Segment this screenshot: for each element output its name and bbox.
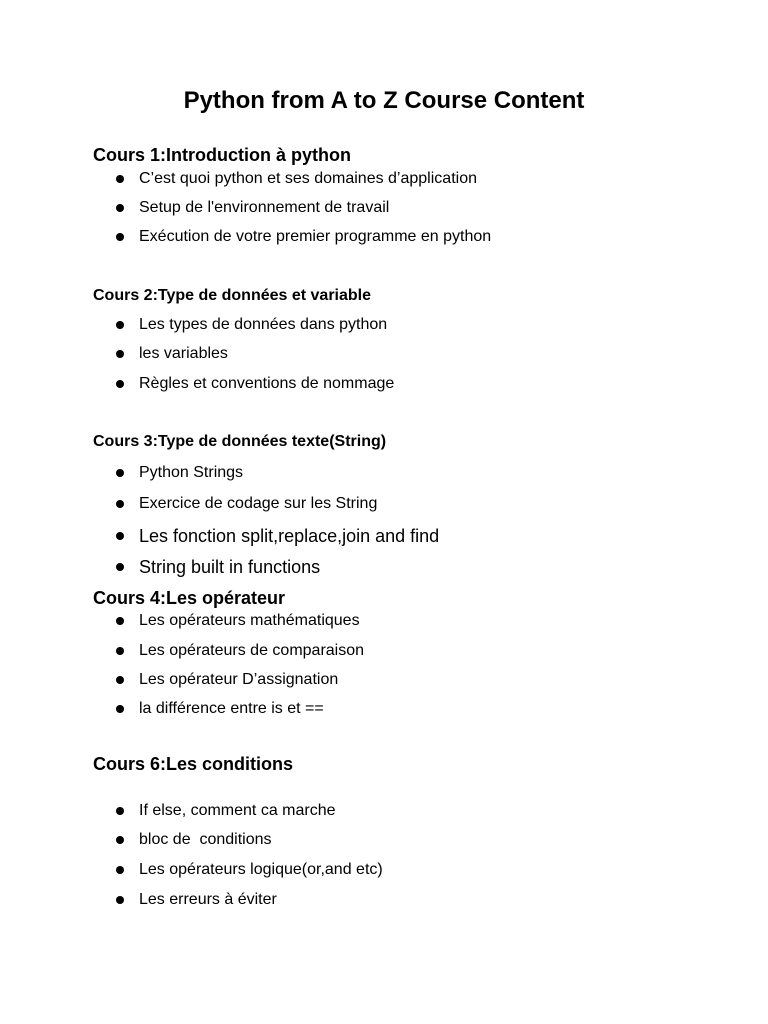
list-item-text: Exécution de votre premier programme en python: [139, 228, 492, 245]
list-item-text: bloc de conditions: [139, 831, 272, 848]
list-item-text: Les opérateurs de comparaison: [139, 642, 365, 659]
bullet-icon: [116, 380, 124, 388]
bullet-icon: [116, 896, 124, 904]
list-item-text: Python Strings: [139, 464, 244, 481]
list-item: [0, 526, 768, 548]
bullet-icon: [116, 563, 124, 571]
bullet-icon: [116, 807, 124, 815]
list-item: [0, 801, 768, 823]
list-item-text: Les erreurs à éviter: [139, 891, 277, 908]
bullet-icon: [116, 175, 124, 183]
list-item-text: Les opérateur D’assignation: [139, 671, 339, 688]
list-item: [0, 374, 768, 396]
list-item-text: la différence entre is et ==: [139, 700, 324, 717]
list-item-text: Les fonction split,replace,join and find: [139, 526, 440, 546]
document-title: Python from A to Z Course Content: [183, 87, 585, 114]
list-item-text: Les opérateurs mathématiques: [139, 612, 360, 629]
bullet-icon: [116, 204, 124, 212]
bullet-icon: [116, 836, 124, 844]
section-heading-cours-2: Cours 2:Type de données et variable: [93, 287, 372, 304]
list-item-text: Les types de données dans python: [139, 316, 388, 333]
bullet-icon: [116, 532, 124, 540]
section-heading-cours-4: Cours 4:Les opérateur: [93, 588, 286, 608]
list-item-text: Les opérateurs logique(or,and etc): [139, 861, 383, 878]
list-item-text: Règles et conventions de nommage: [139, 375, 395, 392]
list-item-text: String built in functions: [139, 557, 321, 577]
bullet-icon: [116, 233, 124, 241]
list-item: [0, 860, 768, 882]
list-item: [0, 227, 768, 249]
list-item: [0, 670, 768, 692]
section-heading-cours-1: Cours 1:Introduction à python: [93, 145, 351, 165]
list-item: [0, 463, 768, 485]
bullet-icon: [116, 705, 124, 713]
list-item-text: If else, comment ca marche: [139, 802, 336, 819]
list-item-text: les variables: [139, 345, 228, 362]
list-item: [0, 169, 768, 191]
section-heading-cours-3: Cours 3:Type de données texte(String): [93, 433, 387, 450]
list-item-text: Exercice de codage sur les String: [139, 495, 378, 512]
bullet-icon: [116, 500, 124, 508]
list-item: [0, 830, 768, 852]
list-item: [0, 344, 768, 366]
list-item: [0, 890, 768, 912]
bullet-icon: [116, 647, 124, 655]
bullet-icon: [116, 676, 124, 684]
list-item-text: Setup de l'environnement de travail: [139, 199, 390, 216]
bullet-icon: [116, 321, 124, 329]
list-item: [0, 641, 768, 663]
section-heading-cours-6: Cours 6:Les conditions: [93, 754, 294, 774]
list-item: [0, 557, 768, 579]
list-item-text: C’est quoi python et ses domaines d’application: [139, 170, 477, 187]
list-item: [0, 315, 768, 337]
bullet-icon: [116, 350, 124, 358]
list-item: [0, 494, 768, 516]
list-item: [0, 198, 768, 220]
list-item: [0, 611, 768, 633]
bullet-icon: [116, 617, 124, 625]
list-item: [0, 699, 768, 721]
bullet-icon: [116, 469, 124, 477]
bullet-icon: [116, 866, 124, 874]
